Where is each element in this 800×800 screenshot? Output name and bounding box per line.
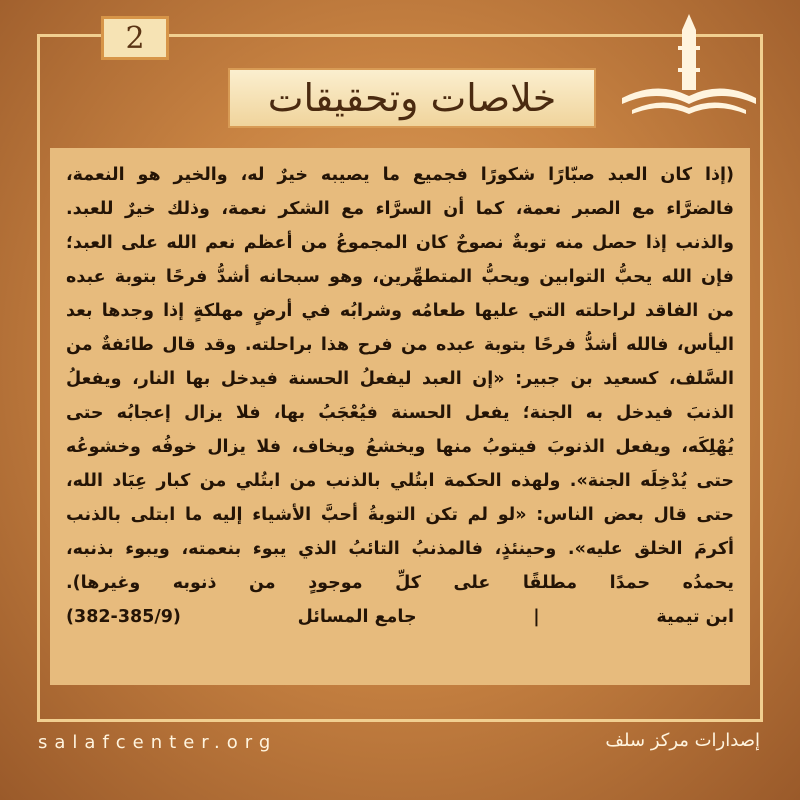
page-title: خلاصات وتحقيقات	[228, 68, 596, 128]
source-reference: (382-385/9)	[66, 607, 181, 627]
quote-line: فإن الله يحبُّ التوابين ويحبُّ المتطهِّرين، وهو سبحانه أشدُّ فرحًا بتوبة عبده	[66, 267, 734, 287]
quote-line: الذنبَ فيدخل به الجنة؛ يفعل الحسنة فيُعْجَبُ بها، فلا يزال إعجابُه حتى	[66, 403, 734, 423]
source-citation	[66, 600, 734, 634]
quote-line: (إذا كان العبد صبّارًا شكورًا فجميع ما يصيبه خيرٌ له، والخير هو النعمة،	[66, 165, 734, 185]
publisher-name: إصدارات مركز سلف	[605, 730, 760, 751]
issue-number-badge: 2	[101, 16, 169, 60]
quote-line: من الفاقد لراحلته التي عليها طعامُه وشرابُه في أرضٍ مهلكةٍ إذا وجدها بعد	[66, 301, 734, 321]
quote-line: السَّلف، كسعيد بن جبير: «إن العبد ليفعلُ الحسنة فيدخل بها النار، ويفعلُ	[66, 369, 734, 389]
source-author: ابن تيمية	[656, 607, 734, 627]
quote-line: حتى قال بعض الناس: «لو لم تكن التوبةُ أحبَّ الأشياء إليه ما ابتلى بالذنب	[66, 505, 734, 525]
quote-line: يحمدُه حمدًا مطلقًا على كلِّ موجودٍ من ذنوبه وغيرها).	[66, 573, 734, 593]
website-link[interactable]: salafcenter.org	[38, 732, 278, 753]
quote-line: والذنب إذا حصل منه توبةٌ نصوحٌ كان المجموعُ من أعظم نعم الله على العبد؛	[66, 233, 734, 253]
minaret-book-logo	[612, 10, 762, 120]
source-separator: |	[533, 607, 540, 627]
source-book: جامع المسائل	[297, 607, 417, 627]
quote-panel	[50, 148, 750, 685]
quote-line: أكرمَ الخلق عليه». وحينئذٍ، فالمذنبُ التائبُ الذي يبوء بنعمته، ويبوء بذنبه،	[66, 539, 734, 559]
quote-line: فالضرَّاء مع الصبر نعمة، كما أن السرَّاء مع الشكر نعمة، وذلك خيرٌ للعبد.	[66, 199, 734, 219]
quote-line: اليأس، فالله أشدُّ فرحًا بتوبة عبده من فرح هذا براحلته. وقد قال طائفةٌ من	[66, 335, 734, 355]
quote-line: حتى يُدْخِلَه الجنة». ولهذه الحكمة ابتُلي بالذنب من ابتُلي من كبار عِبَاد الله،	[66, 471, 734, 491]
quote-line: يُهْلِكَه، ويفعل الذنوبَ فيتوبُ منها ويخشعُ ويخاف، فلا يزال خوفُه وخشوعُه	[66, 437, 734, 457]
